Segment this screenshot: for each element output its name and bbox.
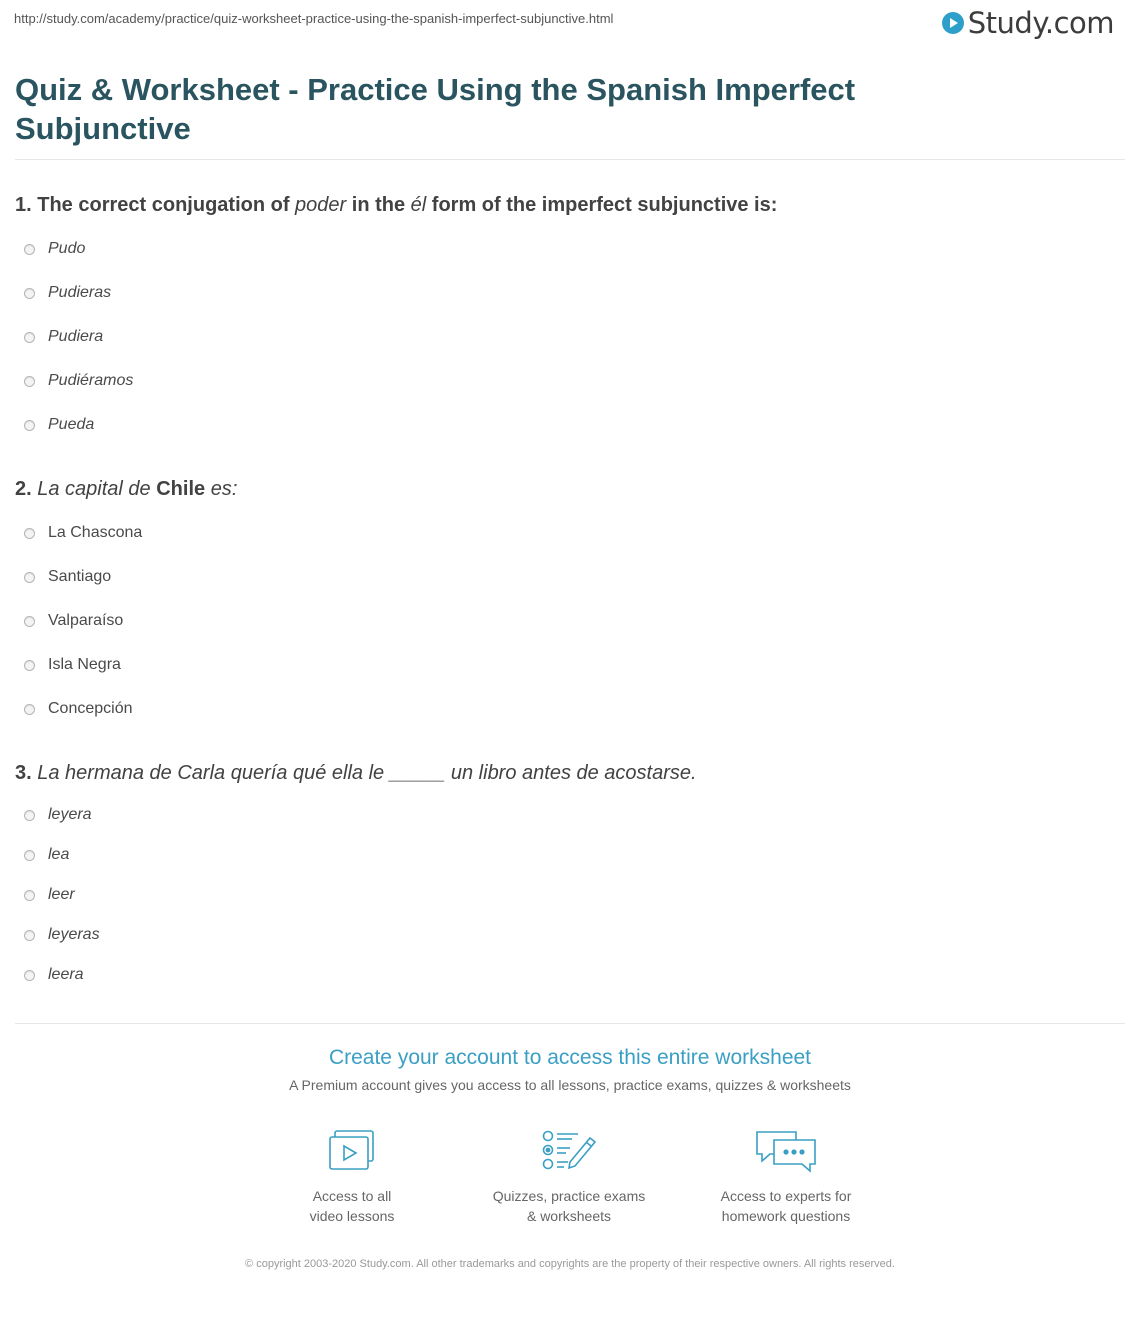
feature-quizzes bbox=[469, 1128, 669, 1226]
answer-option[interactable] bbox=[24, 846, 69, 864]
feature-text: Access to experts for bbox=[720, 1188, 852, 1204]
answer-option[interactable] bbox=[24, 328, 103, 346]
answer-option[interactable] bbox=[24, 372, 133, 390]
answer-label: Valparaíso bbox=[48, 612, 124, 629]
answer-option[interactable] bbox=[24, 416, 94, 434]
cta-subtitle: A Premium account gives you access to all lessons, practice exams, quizzes & worksheets bbox=[289, 1077, 851, 1093]
radio-button[interactable] bbox=[24, 332, 35, 343]
answer-label: Pudo bbox=[48, 240, 86, 257]
answer-label: Concepción bbox=[48, 700, 133, 717]
answer-option[interactable] bbox=[24, 966, 84, 984]
quiz-checklist-icon bbox=[540, 1128, 598, 1172]
answer-label: Santiago bbox=[48, 568, 112, 585]
question-text-italic: poder bbox=[295, 194, 347, 216]
answer-label: lea bbox=[48, 846, 70, 863]
radio-button[interactable] bbox=[24, 970, 35, 981]
radio-button[interactable] bbox=[24, 930, 35, 941]
question-text-italic: : bbox=[231, 478, 238, 500]
question-text-italic: él bbox=[410, 194, 427, 216]
video-lessons-icon bbox=[326, 1128, 378, 1172]
answer-label: Pudiéramos bbox=[48, 372, 134, 389]
play-icon bbox=[941, 11, 965, 35]
create-account-link[interactable]: Create your account to access this entire worksheet bbox=[328, 1046, 812, 1069]
feature-text: & worksheets bbox=[526, 1208, 612, 1224]
radio-button[interactable] bbox=[24, 572, 35, 583]
answer-option[interactable] bbox=[24, 656, 121, 674]
answer-label: leera bbox=[48, 966, 84, 983]
feature-text: Quizzes, practice exams bbox=[492, 1188, 646, 1204]
radio-button[interactable] bbox=[24, 660, 35, 671]
page-url: http://study.com/academy/practice/quiz-worksheet-practice-using-the-spanish-imperfect-subjunctive.html bbox=[14, 11, 614, 26]
answer-label: Pudiera bbox=[48, 328, 104, 345]
radio-button[interactable] bbox=[24, 528, 35, 539]
answer-label: La Chascona bbox=[48, 524, 143, 541]
question-text-part: form of the imperfect subjunctive is: bbox=[426, 194, 778, 216]
page-title: Quiz & Worksheet - Practice Using the Spanish Imperfect Subjunctive bbox=[15, 72, 856, 146]
answer-option[interactable] bbox=[24, 700, 133, 718]
answer-option[interactable] bbox=[24, 612, 123, 630]
answer-option[interactable] bbox=[24, 806, 92, 824]
radio-button[interactable] bbox=[24, 244, 35, 255]
answer-option[interactable] bbox=[24, 568, 111, 586]
question-number: 2. bbox=[15, 478, 32, 500]
question-text-part: The correct conjugation of bbox=[37, 194, 296, 216]
section-divider bbox=[15, 1023, 1125, 1024]
radio-button[interactable] bbox=[24, 420, 35, 431]
radio-button[interactable] bbox=[24, 850, 35, 861]
question-text-italic: es bbox=[210, 478, 232, 500]
question-number: 1. bbox=[15, 194, 32, 216]
title-divider bbox=[15, 159, 1125, 160]
answer-option[interactable] bbox=[24, 284, 111, 302]
study-logo[interactable] bbox=[941, 6, 1114, 40]
radio-button[interactable] bbox=[24, 288, 35, 299]
feature-video-lessons bbox=[252, 1128, 452, 1226]
copyright-notice: © copyright 2003-2020 Study.com. All other trademarks and copyrights are the property of their respective owners. All rights reserved. bbox=[245, 1258, 895, 1270]
question-3 bbox=[15, 762, 1115, 785]
answer-label: Isla Negra bbox=[48, 656, 121, 673]
answer-label: Pueda bbox=[48, 416, 95, 433]
question-2 bbox=[15, 478, 1115, 501]
feature-text: video lessons bbox=[309, 1208, 395, 1224]
answer-option[interactable] bbox=[24, 886, 75, 904]
chat-bubbles-icon bbox=[754, 1128, 818, 1174]
answer-option[interactable] bbox=[24, 524, 142, 542]
answer-option[interactable] bbox=[24, 926, 100, 944]
answer-label: leer bbox=[48, 886, 75, 903]
question-text-italic: La hermana de Carla quería qué ella le _____ un libro antes de acostarse. bbox=[37, 762, 697, 784]
feature-experts bbox=[686, 1128, 886, 1226]
radio-button[interactable] bbox=[24, 810, 35, 821]
question-number: 3. bbox=[15, 762, 32, 784]
feature-text: homework questions bbox=[721, 1208, 851, 1224]
answer-label: leyera bbox=[48, 806, 92, 823]
answer-option[interactable] bbox=[24, 240, 85, 258]
radio-button[interactable] bbox=[24, 704, 35, 715]
answer-label: leyeras bbox=[48, 926, 100, 943]
question-text-part: Chile bbox=[150, 478, 211, 500]
answer-label: Pudieras bbox=[48, 284, 112, 301]
radio-button[interactable] bbox=[24, 890, 35, 901]
question-text-part: in the bbox=[346, 194, 411, 216]
radio-button[interactable] bbox=[24, 616, 35, 627]
logo-text: Study.com bbox=[967, 6, 1114, 40]
question-1 bbox=[15, 194, 1115, 217]
question-text-italic: La capital de bbox=[37, 478, 151, 500]
feature-text: Access to all bbox=[312, 1188, 392, 1204]
radio-button[interactable] bbox=[24, 376, 35, 387]
